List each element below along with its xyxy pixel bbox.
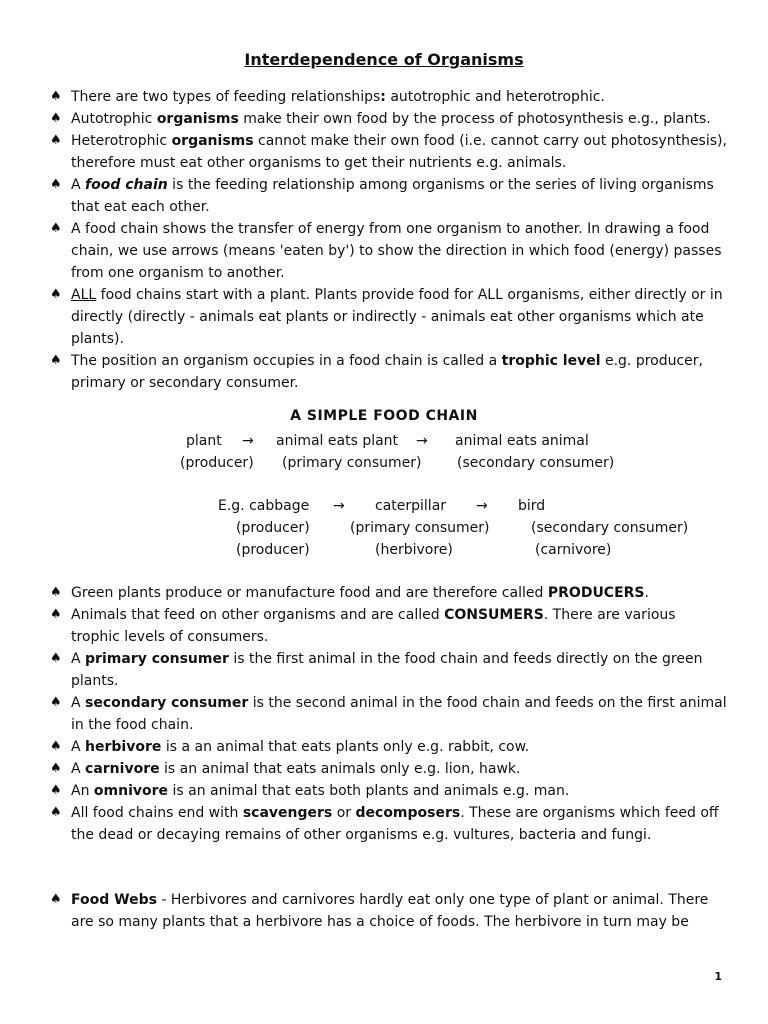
bullet-list-intro xyxy=(48,86,728,394)
chain-row2-producer: (producer) xyxy=(180,455,254,471)
spade-icon: ♠ xyxy=(50,177,62,192)
bullet-text: Green plants produce or manufacture food and are therefore called xyxy=(71,585,548,601)
spade-icon: ♠ xyxy=(50,111,62,126)
bullet-text: A food chain shows the transfer of energy from one organism to another. In drawing a food chain, we use arrows (means 'eaten by') to show the direction in which food (energy) passes from one organism to another. xyxy=(71,221,722,281)
example-row4-primary: (primary consumer) xyxy=(350,520,490,536)
bullet-text: is the feeding relationship among organisms or the series of living organisms that eat each other. xyxy=(71,177,714,215)
bullet-text: A xyxy=(71,695,86,711)
example-row5-producer: (producer) xyxy=(236,542,310,558)
emphasis-text: secondary consumer xyxy=(85,695,249,711)
bullet-item xyxy=(48,692,728,736)
bullet-item xyxy=(48,86,728,108)
bullet-item xyxy=(48,108,728,130)
chain-arrow-2: → xyxy=(416,433,428,449)
emphasis-text: omnivore xyxy=(93,783,169,799)
example-bird: bird xyxy=(518,498,546,514)
spade-icon: ♠ xyxy=(50,607,62,622)
chain-row2-secondary: (secondary consumer) xyxy=(457,455,615,471)
emphasis-text: carnivore xyxy=(85,761,160,777)
bullet-item xyxy=(48,780,728,802)
emphasis-text: food chain xyxy=(85,177,168,193)
spade-icon: ♠ xyxy=(50,89,62,104)
emphasis-text: ALL xyxy=(71,287,97,303)
bullet-text: A xyxy=(71,761,86,777)
spade-icon: ♠ xyxy=(50,353,62,368)
food-chain-heading: A SIMPLE FOOD CHAIN xyxy=(290,408,478,424)
bullet-item xyxy=(48,218,728,284)
chain-row2-primary: (primary consumer) xyxy=(282,455,422,471)
emphasis-text: scavengers xyxy=(242,805,333,821)
example-row5-herbivore: (herbivore) xyxy=(375,542,453,558)
emphasis-text: : xyxy=(380,89,386,105)
bullet-text: Animals that feed on other organisms and are called xyxy=(71,607,445,623)
bullet-list-food-webs xyxy=(48,889,728,933)
bullet-text: The position an organism occupies in a food chain is called a xyxy=(71,353,502,369)
bullet-text: Heterotrophic xyxy=(71,133,172,149)
bullet-item xyxy=(48,130,728,174)
spade-icon: ♠ xyxy=(50,892,62,907)
emphasis-text: primary consumer xyxy=(85,651,229,667)
example-row4-secondary: (secondary consumer) xyxy=(531,520,689,536)
bullet-text: or xyxy=(332,805,356,821)
bullet-text: is the first animal in the food chain and feeds directly on the green plants. xyxy=(71,651,703,689)
bullet-item xyxy=(48,604,728,648)
bullet-text: A xyxy=(71,651,86,667)
page-number: 1 xyxy=(714,970,722,983)
bullet-text: A xyxy=(71,177,86,193)
emphasis-text: organisms xyxy=(156,111,239,127)
spade-icon: ♠ xyxy=(50,133,62,148)
bullet-text: is an animal that eats both plants and animals e.g. man. xyxy=(168,783,570,799)
spade-icon: ♠ xyxy=(50,739,62,754)
example-row4-producer: (producer) xyxy=(236,520,310,536)
example-cabbage: E.g. cabbage xyxy=(218,498,310,514)
bullet-item xyxy=(48,648,728,692)
chain-animal-eats-plant: animal eats plant xyxy=(276,433,399,449)
bullet-text: - Herbivores and carnivores hardly eat only one type of plant or animal. There are so many plants that a herbivore has a choice of foods. The herbivore in turn may be xyxy=(71,892,709,930)
bullet-item xyxy=(48,758,728,780)
bullet-text: There are two types of feeding relationships xyxy=(71,89,381,105)
example-caterpillar: caterpillar xyxy=(375,498,447,514)
bullet-text: cannot make their own food (i.e. cannot carry out photosynthesis), therefore must eat other organisms to get their nutrients e.g. animals. xyxy=(71,133,727,171)
emphasis-text: Food Webs xyxy=(71,892,157,908)
page-title: Interdependence of Organisms xyxy=(244,50,524,69)
bullet-text: Autotrophic xyxy=(71,111,157,127)
bullet-item xyxy=(48,582,728,604)
bullet-text: e.g. producer, primary or secondary consumer. xyxy=(71,353,703,391)
bullet-text: is the second animal in the food chain and feeds on the first animal in the food chain. xyxy=(71,695,727,733)
bullet-item xyxy=(48,174,728,218)
emphasis-text: trophic level xyxy=(501,353,601,369)
bullet-text: A xyxy=(71,739,86,755)
spade-icon: ♠ xyxy=(50,695,62,710)
emphasis-text: herbivore xyxy=(85,739,162,755)
example-row5-carnivore: (carnivore) xyxy=(535,542,612,558)
emphasis-text: CONSUMERS xyxy=(444,607,544,623)
emphasis-text: organisms xyxy=(171,133,254,149)
bullet-text: is a an animal that eats plants only e.g. rabbit, cow. xyxy=(161,739,530,755)
bullet-text: . These are organisms which feed off the dead or decaying remains of other organisms e.g. vultures, bacteria and fungi. xyxy=(71,805,719,843)
chain-plant: plant xyxy=(186,433,222,449)
spade-icon: ♠ xyxy=(50,287,62,302)
bullet-text: An xyxy=(71,783,94,799)
spade-icon: ♠ xyxy=(50,761,62,776)
bullet-text: . xyxy=(644,585,649,601)
bullet-list-consumers xyxy=(48,582,728,846)
spade-icon: ♠ xyxy=(50,651,62,666)
example-arrow-1: → xyxy=(333,498,345,514)
bullet-item xyxy=(48,284,728,350)
bullet-text: autotrophic and heterotrophic. xyxy=(385,89,605,105)
spade-icon: ♠ xyxy=(50,783,62,798)
spade-icon: ♠ xyxy=(50,221,62,236)
bullet-item xyxy=(48,736,728,758)
spade-icon: ♠ xyxy=(50,805,62,820)
bullet-text: make their own food by the process of photosynthesis e.g., plants. xyxy=(238,111,711,127)
bullet-text: All food chains end with xyxy=(71,805,243,821)
bullet-text: . There are various trophic levels of consumers. xyxy=(71,607,676,645)
spade-icon: ♠ xyxy=(50,585,62,600)
bullet-item xyxy=(48,350,728,394)
bullet-item xyxy=(48,889,728,933)
emphasis-text: PRODUCERS xyxy=(547,585,645,601)
chain-arrow-1: → xyxy=(242,433,254,449)
bullet-item xyxy=(48,802,728,846)
bullet-text: is an animal that eats animals only e.g. lion, hawk. xyxy=(159,761,521,777)
emphasis-text: decomposers xyxy=(355,805,461,821)
chain-animal-eats-animal: animal eats animal xyxy=(455,433,589,449)
bullet-text: food chains start with a plant. Plants provide food for ALL organisms, either directly or in directly (directly - animals eat plants or indirectly - animals eat other organisms which ate plants). xyxy=(71,287,723,347)
example-arrow-2: → xyxy=(476,498,488,514)
